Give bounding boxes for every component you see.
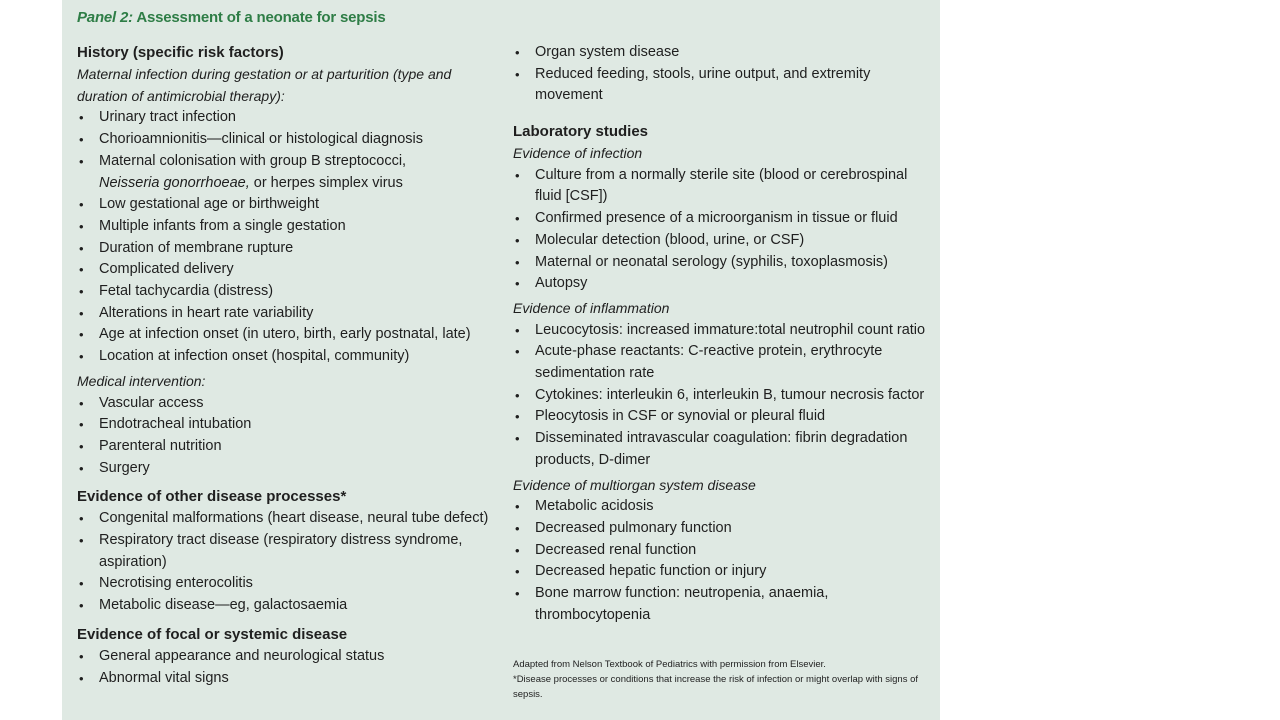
- colonisation-rest: or herpes simplex virus: [249, 174, 403, 191]
- list-item: • Decreased hepatic function or injury: [513, 561, 933, 583]
- list-item: • Low gestational age or birthweight: [77, 194, 497, 216]
- focal-disease-list: [77, 646, 497, 689]
- left-column: [77, 42, 497, 689]
- footnote-asterisk: *Disease processes or conditions that increase the risk of infection or might overlap with signs of sepsis.: [513, 674, 919, 700]
- history-heading: History (specific risk factors): [77, 44, 284, 61]
- list-item: • Complicated delivery: [77, 259, 497, 281]
- list-item: • Decreased renal function: [513, 540, 933, 562]
- list-item: • Fetal tachycardia (distress): [77, 281, 497, 303]
- laboratory-heading: Laboratory studies: [513, 123, 649, 140]
- list-item: • Organ system disease: [513, 42, 933, 64]
- list-item: • Autopsy: [513, 273, 933, 295]
- multiorgan-list: [513, 496, 933, 626]
- list-item: • Metabolic disease—eg, galactosaemia: [77, 595, 497, 617]
- panel-footnote: [513, 657, 933, 702]
- right-column-top: [513, 42, 933, 107]
- list-item: • Maternal or neonatal serology (syphilis, toxoplasmosis): [513, 252, 933, 274]
- other-disease-heading: Evidence of other disease processes*: [77, 488, 347, 506]
- list-item: • Multiple infants from a single gestation: [77, 216, 497, 238]
- list-item: • Abnormal vital signs: [77, 668, 497, 690]
- maternal-infection-intro: Maternal infection during gestation or at parturition (type and duration of antimicrobial therapy):: [77, 66, 452, 104]
- list-item: • Acute-phase reactants: C-reactive protein, erythrocyte sedimentation rate: [513, 341, 933, 384]
- sepsis-assessment-panel: [62, 0, 940, 720]
- list-item: • Location at infection onset (hospital, community): [77, 346, 497, 368]
- list-item: • Culture from a normally sterile site (blood or cerebrospinal fluid [CSF]): [513, 165, 933, 208]
- history-list: [77, 107, 497, 367]
- list-item: • Cytokines: interleukin 6, interleukin B, tumour necrosis factor: [513, 385, 933, 407]
- list-item: • Pleocytosis in CSF or synovial or pleural fluid: [513, 406, 933, 428]
- list-item: • Confirmed presence of a microorganism in tissue or fluid: [513, 208, 933, 230]
- list-item: • Respiratory tract disease (respiratory distress syndrome, aspiration): [77, 530, 497, 573]
- laboratory-studies: [513, 121, 933, 626]
- list-item: • General appearance and neurological status: [77, 646, 497, 668]
- multiorgan-subheading: Evidence of multiorgan system disease: [513, 476, 756, 493]
- footnote-source: Adapted from Nelson Textbook of Pediatrics with permission from Elsevier.: [513, 659, 826, 670]
- list-item: • Leucocytosis: increased immature:total neutrophil count ratio: [513, 320, 933, 342]
- list-item: • Necrotising enterocolitis: [77, 573, 497, 595]
- focal-disease-heading: Evidence of focal or systemic disease: [77, 625, 348, 643]
- list-item: • Metabolic acidosis: [513, 496, 933, 518]
- list-item: • Chorioamnionitis—clinical or histological diagnosis: [77, 129, 497, 151]
- panel-title: [77, 9, 385, 26]
- inflammation-subheading: Evidence of inflammation: [513, 299, 670, 316]
- panel-title-text: Assessment of a neonate for sepsis: [132, 9, 386, 26]
- infection-list: [513, 165, 933, 295]
- list-item: • Age at infection onset (in utero, birth, early postnatal, late): [77, 324, 497, 346]
- list-item: • Duration of membrane rupture: [77, 238, 497, 260]
- list-item: • Decreased pulmonary function: [513, 518, 933, 540]
- inflammation-list: [513, 320, 933, 472]
- list-item: • Disseminated intravascular coagulation: fibrin degradation products, D-dimer: [513, 428, 933, 471]
- medical-intervention-list: [77, 393, 497, 480]
- list-item: • Molecular detection (blood, urine, or CSF): [513, 230, 933, 252]
- colonisation-line: Maternal colonisation with group B streptococci,: [99, 152, 407, 169]
- colonisation-italic: Neisseria gonorrhoeae,: [99, 174, 250, 191]
- panel-title-label: Panel 2:: [77, 9, 133, 26]
- list-item: • Urinary tract infection: [77, 107, 497, 129]
- medical-intervention-intro: Medical intervention:: [77, 372, 206, 389]
- list-item: • Endotracheal intubation: [77, 414, 497, 436]
- list-item: • Parenteral nutrition: [77, 436, 497, 458]
- list-item: • Bone marrow function: neutropenia, anaemia, thrombocytopenia: [513, 583, 933, 626]
- infection-subheading: Evidence of infection: [513, 145, 643, 161]
- list-item: • Alterations in heart rate variability: [77, 303, 497, 325]
- list-item: • Reduced feeding, stools, urine output, and extremity movement: [513, 64, 933, 107]
- list-item: [77, 151, 497, 194]
- list-item: • Congenital malformations (heart disease, neural tube defect): [77, 508, 497, 530]
- list-item: • Vascular access: [77, 393, 497, 415]
- list-item: • Surgery: [77, 458, 497, 480]
- other-disease-list: [77, 508, 497, 617]
- focal-disease-list-continued: [513, 42, 933, 107]
